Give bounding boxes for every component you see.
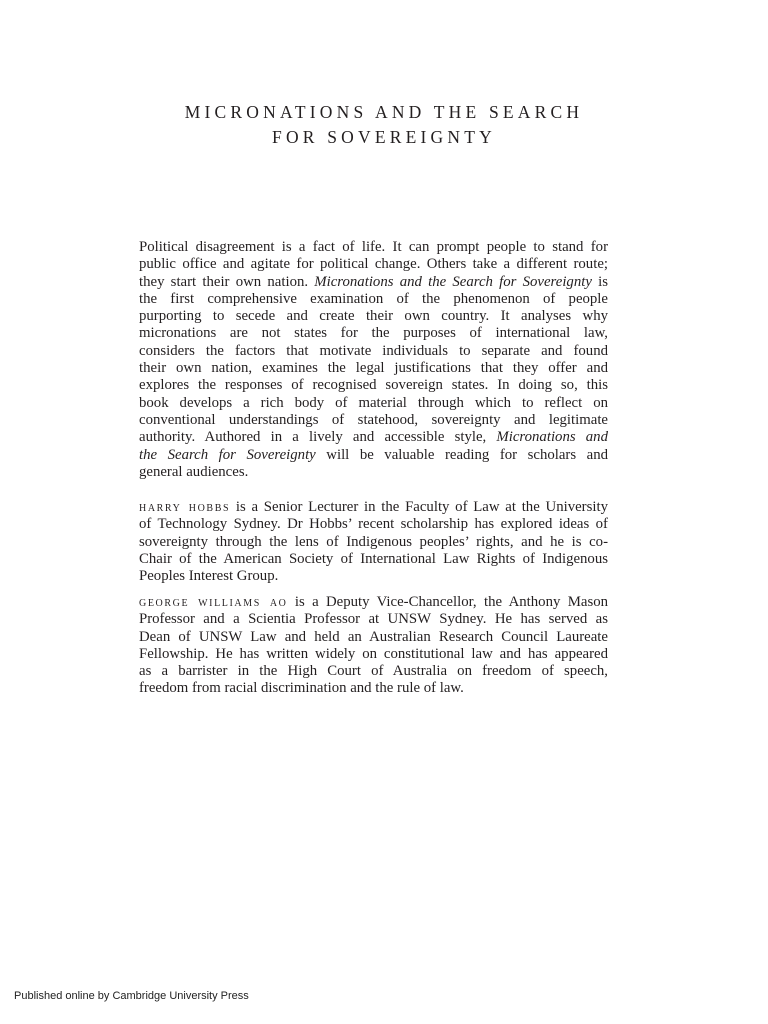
description-text: authority. Authored in a lively and accessible style, [139,429,497,446]
bio-line: Fellowship. He has written widely on constitutional law and has appeared [139,645,608,662]
bio-line: freedom from racial discrimination and the rule of law. [139,680,464,697]
book-title-line-2: FOR SOVEREIGNTY [272,127,496,147]
bio-text: is a Senior Lecturer in the Faculty of Law at the University [230,499,608,515]
author-bio-hobbs [139,499,608,585]
author-bio-williams [139,594,608,698]
description-line: their own nation, examines the legal justifications that they offer and [139,360,608,377]
bio-line: Chair of the American Society of International Law Rights of Indigenous [139,550,608,567]
description-line: purporting to secede and create their own country. It analyses why [139,308,608,325]
publisher-footer: Published online by Cambridge University Press [14,990,249,1002]
description-line [139,429,608,446]
bio-text: is a Deputy Vice-Chancellor, the Anthony Mason [287,594,609,610]
bio-line: Professor and a Scientia Professor at UNSW Sydney. He has served as [139,611,608,628]
bio-line: Dean of UNSW Law and held an Australian Research Council Laureate [139,628,608,645]
bio-line [139,594,608,611]
bio-line: Peoples Interest Group. [139,568,279,585]
description-line [139,274,608,291]
bio-line: of Technology Sydney. Dr Hobbs’ recent scholarship has explored ideas of [139,516,608,533]
description-line: conventional understandings of statehood, sovereignty and legitimate [139,411,608,428]
bio-line: sovereignty through the lens of Indigenous peoples’ rights, and he is co- [139,533,608,550]
bio-line: as a barrister in the High Court of Australia on freedom of speech, [139,663,608,680]
book-title [0,100,768,150]
book-title-reference: Micronations and [496,429,608,446]
author-name: harry hobbs [139,499,231,515]
book-title-reference: Micronations and the Search for Sovereignty [314,273,592,290]
description-line [139,447,608,464]
description-line: the first comprehensive examination of the phenomenon of people [139,290,608,307]
description-line: public office and agitate for political change. Others take a different route; [139,256,608,273]
description-text: will be valuable reading for scholars and [315,446,608,463]
author-name: george williams ao [139,594,288,610]
book-description [139,239,608,481]
description-text: they start their own nation. [139,273,315,290]
description-line: general audiences. [139,463,249,480]
description-line: Political disagreement is a fact of life. It can prompt people to stand for [139,239,608,255]
description-text: is [591,273,609,290]
book-title-line-1: MICRONATIONS AND THE SEARCH [184,102,584,122]
bio-line [139,499,608,516]
book-title-reference: the Search for Sovereignty [139,446,316,463]
description-line: explores the responses of recognised sovereign states. In doing so, this [139,377,608,394]
description-line: micronations are not states for the purposes of international law, [139,325,608,342]
description-line: book develops a rich body of material through which to reflect on [139,394,608,411]
description-line: considers the factors that motivate individuals to separate and found [139,342,608,359]
